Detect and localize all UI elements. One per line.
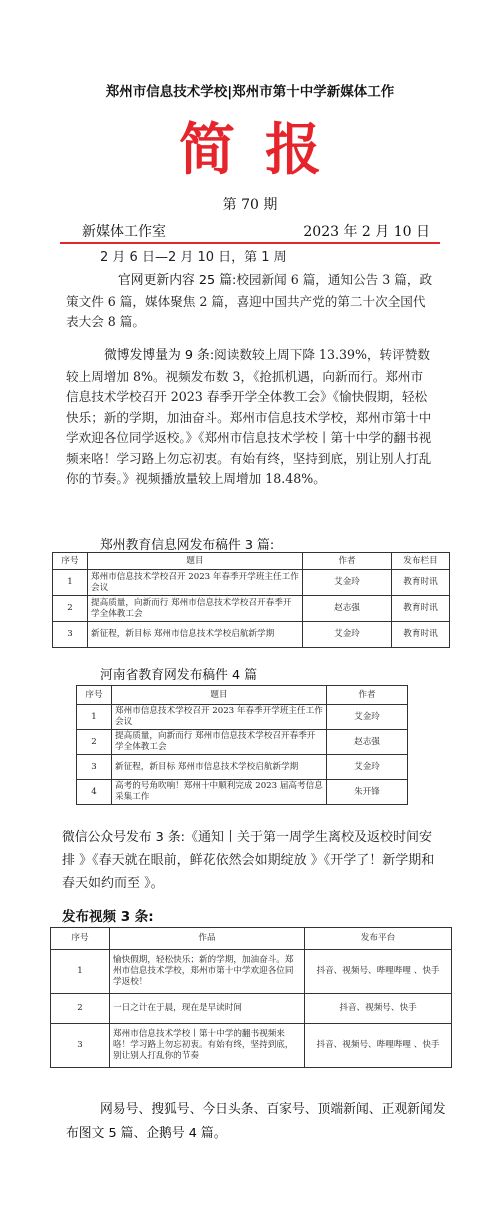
table-row bbox=[77, 780, 408, 805]
cell: 朱开锋 bbox=[327, 780, 408, 805]
cell: 艾金玲 bbox=[327, 755, 408, 780]
col-header: 作者 bbox=[303, 553, 392, 570]
cell: 3 bbox=[51, 1024, 110, 1068]
header-divider bbox=[60, 242, 440, 244]
weibo-text: 阅读数较上周下降 13.39%，转评赞数较上周增加 8%。视频发布数 3，《抢抓机遇，向新而行。郑州市信息技术学校召开 2023 春季开学全体教工会》《愉快假期，轻松快乐；新的学期，加油奋斗。郑州市信息技术学校，郑州市第十中学欢迎各位同学返校。》《郑州市信息技术学校丨第十中学的翻书视频来咯！学习路上勿忘初衷。有始有终，坚持到底，别让别人打乱你的节奏。》视频播放量较上周增加 18.48%。 bbox=[66, 347, 432, 486]
website-lead: 官网更新内容 25 篇: bbox=[118, 273, 237, 288]
table-row bbox=[51, 950, 452, 994]
cell: 教育时讯 bbox=[392, 596, 450, 622]
cell: 1 bbox=[53, 570, 88, 596]
table-row bbox=[77, 730, 408, 755]
website-text: 校园新闻 6 篇，通知公告 3 篇，政策文件 6 篇，媒体聚焦 2 篇，喜迎中国共产党的第二十次全国代表大会 8 篇。 bbox=[66, 272, 433, 329]
cell: 1 bbox=[77, 705, 112, 730]
cell: 新征程，新目标 郑州市信息技术学校启航新学期 bbox=[112, 755, 327, 780]
final-paragraph bbox=[66, 1098, 446, 1146]
cell: 赵志强 bbox=[303, 596, 392, 622]
col-header: 题目 bbox=[112, 686, 327, 705]
cell: 新征程，新目标 郑州市信息技术学校启航新学期 bbox=[88, 622, 303, 648]
table-row bbox=[77, 705, 408, 730]
cell: 3 bbox=[53, 622, 88, 648]
table-row bbox=[51, 994, 452, 1024]
col-header: 发布平台 bbox=[305, 928, 452, 950]
cell: 艾金玲 bbox=[327, 705, 408, 730]
issue-number: 第 70 期 bbox=[222, 197, 278, 213]
henan-table bbox=[76, 685, 408, 805]
weibo-paragraph bbox=[66, 345, 434, 490]
col-header: 序号 bbox=[77, 686, 112, 705]
bulletin-date: 2023 年 2 月 10 日 bbox=[303, 224, 430, 240]
video-heading: 发布视频 3 条: bbox=[62, 909, 154, 925]
wechat-text: 《通知丨关于第一周学生离校及返校时间安排 》《春天就在眼前，鲜花依然会如期绽放 》《开学了！新学期和春天如约而至 》。 bbox=[62, 830, 435, 891]
cell: 艾金玲 bbox=[303, 570, 392, 596]
col-header: 题目 bbox=[88, 553, 303, 570]
org-header: 郑州市信息技术学校|郑州市第十中学新媒体工作 bbox=[105, 84, 395, 100]
cell: 愉快假期，轻松快乐；新的学期，加油奋斗。郑州市信息技术学校，郑州市第十中学欢迎各位同学返校！ bbox=[110, 950, 305, 994]
col-header: 作品 bbox=[110, 928, 305, 950]
cell: 2 bbox=[53, 596, 88, 622]
table-row bbox=[53, 596, 450, 622]
col-header: 作者 bbox=[327, 686, 408, 705]
cell: 教育时讯 bbox=[392, 570, 450, 596]
cell: 郑州市信息技术学校丨第十中学的翻书视频来咯！学习路上勿忘初衷。有始有终，坚持到底，别让别人打乱你的节奏 bbox=[110, 1024, 305, 1068]
cell: 3 bbox=[77, 755, 112, 780]
henan-heading: 河南省教育网发布稿件 4 篇 bbox=[100, 668, 258, 683]
table-row bbox=[51, 1024, 452, 1068]
cell: 4 bbox=[77, 780, 112, 805]
cell: 赵志强 bbox=[327, 730, 408, 755]
cell: 2 bbox=[51, 994, 110, 1024]
cell: 提高质量，向新而行 郑州市信息技术学校召开春季开学全体教工会 bbox=[112, 730, 327, 755]
cell: 一日之计在于晨，现在是早读时间 bbox=[110, 994, 305, 1024]
table-row bbox=[53, 622, 450, 648]
cell: 抖音、视频号、哔哩哔哩 、快手 bbox=[305, 950, 452, 994]
zhengzhou-table bbox=[52, 552, 450, 648]
final-text: 网易号、搜狐号、今日头条、百家号、顶端新闻、正观新闻发布图文 5 篇、企鹅号 4 篇。 bbox=[66, 1102, 446, 1141]
table-row bbox=[77, 755, 408, 780]
cell: 1 bbox=[51, 950, 110, 994]
cell: 抖音、视频号、哔哩哔哩 、快手 bbox=[305, 1024, 452, 1068]
week-range: 2 月 6 日—2 月 10 日，第 1 周 bbox=[100, 250, 287, 265]
cell: 艾金玲 bbox=[303, 622, 392, 648]
zhengzhou-heading: 郑州教育信息网发布稿件 3 篇: bbox=[100, 538, 275, 553]
website-paragraph bbox=[66, 270, 434, 333]
cell: 2 bbox=[77, 730, 112, 755]
video-table bbox=[50, 927, 452, 1068]
col-header: 序号 bbox=[51, 928, 110, 950]
col-header: 序号 bbox=[53, 553, 88, 570]
weibo-lead: 微博发博量为 9 条: bbox=[104, 348, 215, 363]
office-name: 新媒体工作室 bbox=[82, 224, 166, 240]
wechat-lead: 微信公众号发布 3 条: bbox=[62, 830, 185, 845]
col-header: 发布栏目 bbox=[392, 553, 450, 570]
cell: 抖音、视频号、快手 bbox=[305, 994, 452, 1024]
cell: 提高质量，向新而行 郑州市信息技术学校召开春季开学全体教工会 bbox=[88, 596, 303, 622]
cell: 教育时讯 bbox=[392, 622, 450, 648]
table-row bbox=[53, 570, 450, 596]
bulletin-title: 简报 bbox=[179, 117, 351, 183]
cell: 郑州市信息技术学校召开 2023 年春季开学班主任工作会议 bbox=[112, 705, 327, 730]
wechat-paragraph bbox=[62, 826, 442, 895]
cell: 郑州市信息技术学校召开 2023 年春季开学班主任工作会议 bbox=[88, 570, 303, 596]
cell: 高考的号角吹响！郑州十中顺利完成 2023 届高考信息采集工作 bbox=[112, 780, 327, 805]
